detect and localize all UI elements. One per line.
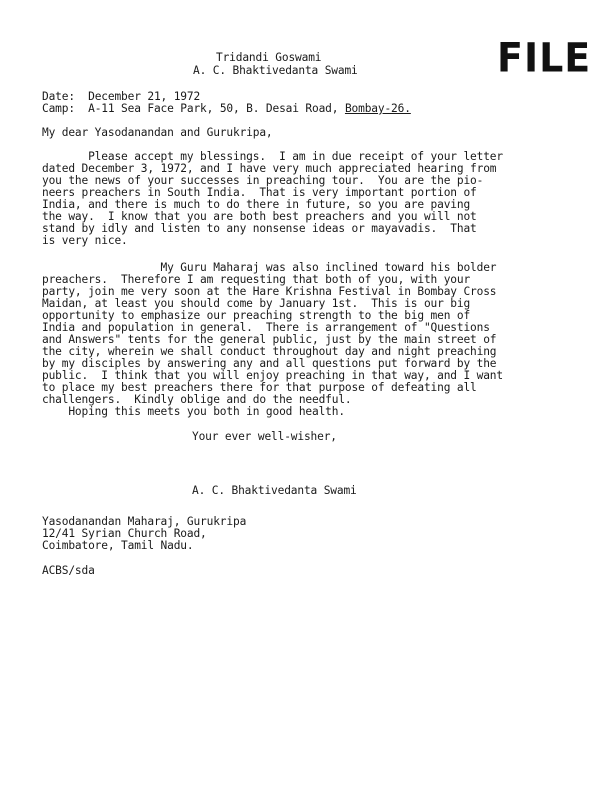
camp-line: [42, 103, 411, 115]
camp-label: Camp:: [42, 102, 75, 115]
paragraph-line: India and population in general. There is arrangement of "Questions: [42, 321, 490, 334]
paragraph-line: is very nice.: [42, 234, 128, 247]
recipient-line: Yasodanandan Maharaj, Gurukripa: [42, 515, 247, 528]
paragraph-line: dated December 3, 1972, and I have very much appreciated hearing from: [42, 162, 497, 175]
date-value: December 21, 1972: [88, 90, 201, 103]
paragraph-line: Please accept my blessings. I am in due receipt of your letter: [42, 150, 503, 163]
paragraph-line: challengers. Kindly oblige and do the needful.: [42, 393, 352, 406]
recipient-line: 12/41 Syrian Church Road,: [42, 527, 207, 540]
paragraph-line: My Guru Maharaj was also inclined toward his bolder: [42, 261, 497, 274]
camp-city: Bombay-26.: [344, 102, 411, 115]
salutation: My dear Yasodanandan and Gurukripa,: [42, 126, 273, 139]
letterhead-title: Tridandi Goswami: [216, 51, 322, 64]
paragraph-line: opportunity to emphasize our preaching strength to the big men of: [42, 309, 471, 322]
paragraph-line: public. I think that you will enjoy preaching in that way, and I want: [42, 369, 503, 382]
signature-name: A. C. Bhaktivedanta Swami: [192, 484, 357, 497]
paragraph-line: stand by idly and listen to any nonsense ideas or mayavadis. That: [42, 222, 477, 235]
paragraph-line: Maidan, at least you should come by January 1st. This is our big: [42, 297, 471, 310]
paragraph-line: to place my best preachers there for that purpose of defeating all: [42, 381, 477, 394]
paragraph-line: neers preachers in South India. That is very important portion of: [42, 186, 477, 199]
recipient-line: Coimbatore, Tamil Nadu.: [42, 539, 194, 552]
closing-wish: Hoping this meets you both in good health.: [42, 405, 345, 418]
paragraph-line: the city, wherein we shall conduct throughout day and night preaching: [42, 345, 497, 358]
paragraph-line: by my disciples by answering any and all questions put forward by the: [42, 357, 497, 370]
paragraph-line: India, and there is much to do there in future, so you are paving: [42, 198, 471, 211]
reference-initials: ACBS/sda: [42, 564, 95, 577]
date-label: Date:: [42, 90, 75, 103]
camp-address: A-11 Sea Face Park, 50, B. Desai Road,: [88, 102, 339, 115]
letterhead-name: A. C. Bhaktivedanta Swami: [193, 64, 358, 77]
valediction: Your ever well-wisher,: [192, 430, 337, 443]
file-stamp: FILE: [497, 34, 592, 82]
paragraph-line: the way. I know that you are both best preachers and you will not: [42, 210, 477, 223]
paragraph-line: party, join me very soon at the Hare Krishna Festival in Bombay Cross: [42, 285, 497, 298]
paragraph-line: and Answers" tents for the general public, just by the main street of: [42, 333, 497, 346]
paragraph-line: preachers. Therefore I am requesting that both of you, with your: [42, 273, 471, 286]
paragraph-line: you the news of your successes in preaching tour. You are the pio-: [42, 174, 484, 187]
